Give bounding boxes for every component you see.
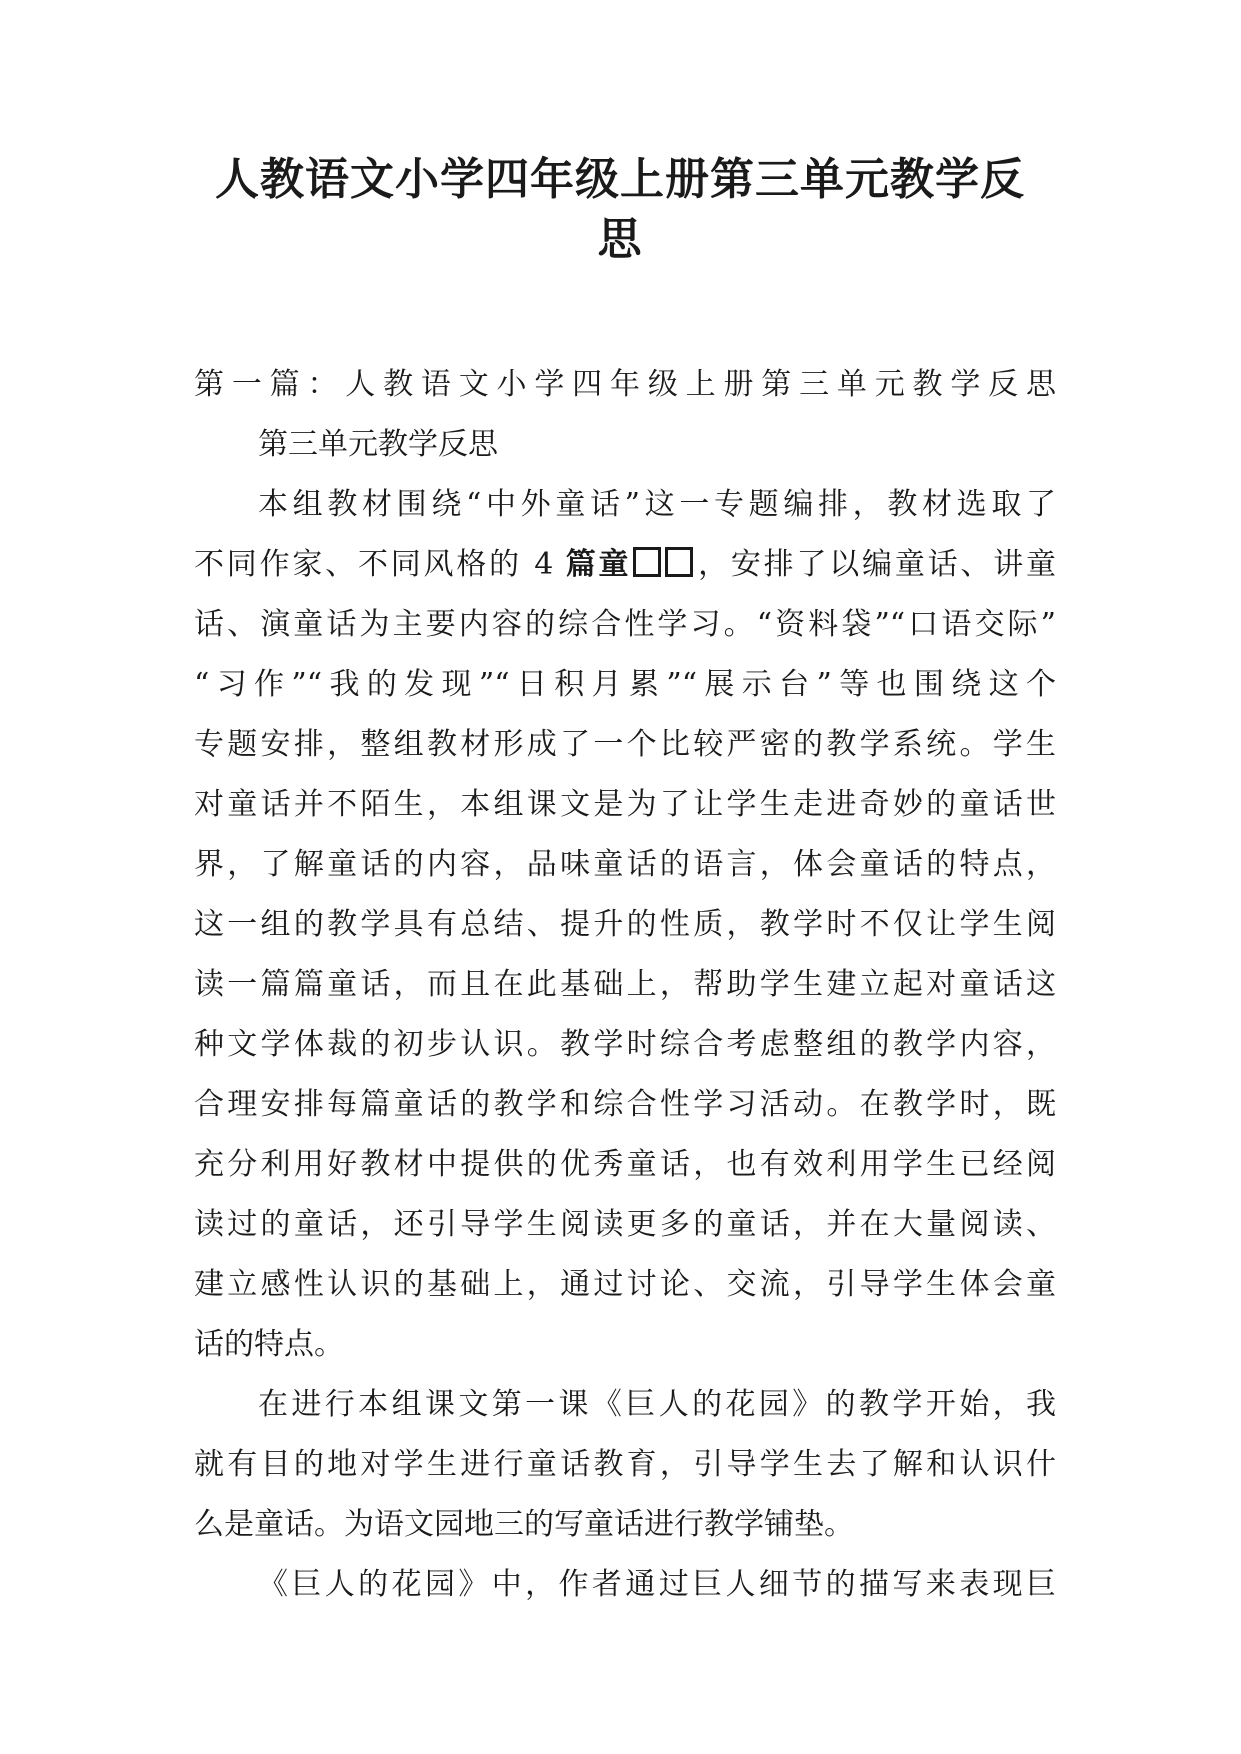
paragraph-line: 这一组的教学具有总结、提升的性质，教学时不仅让学生阅 xyxy=(194,907,1056,942)
paragraph-line: 在进行本组课文第一课《巨人的花园》的教学开始，我 xyxy=(258,1387,1056,1422)
paragraph-line: 合理安排每篇童话的教学和综合性学习活动。在教学时，既 xyxy=(194,1087,1056,1122)
title-line-1: 人教语文小学四年级上册第三单元教学反 xyxy=(215,154,1025,205)
section-heading: 第一篇：人教语文小学四年级上册第三单元教学反思 xyxy=(194,367,1056,402)
paragraph-line-with-glyph-gap xyxy=(194,535,1056,595)
paragraph-line: 本组教材围绕“中外童话”这一专题编排，教材选取了 xyxy=(258,487,1056,522)
paragraph-line: 读过的童话，还引导学生阅读更多的童话，并在大量阅读、 xyxy=(194,1207,1056,1242)
paragraph-line: 就有目的地对学生进行童话教育，引导学生去了解和认识什 xyxy=(194,1447,1056,1482)
paragraph-line: 话、演童话为主要内容的综合性学习。“资料袋”“口语交际” xyxy=(194,607,1056,642)
paragraph-line: 对童话并不陌生，本组课文是为了让学生走进奇妙的童话世 xyxy=(194,787,1056,822)
text-segment-bold: 篇童 xyxy=(565,547,632,582)
paragraph-line: 界，了解童话的内容，品味童话的语言，体会童话的特点， xyxy=(194,847,1056,882)
paragraph-line: 建立感性认识的基础上，通过讨论、交流，引导学生体会童 xyxy=(194,1267,1056,1302)
missing-glyph-box xyxy=(633,547,661,577)
paragraph-line: 充分利用好教材中提供的优秀童话，也有效利用学生已经阅 xyxy=(194,1147,1056,1182)
document-body xyxy=(194,355,1056,1615)
text-segment: ，安排了以编童话、讲童 xyxy=(695,547,1057,582)
paragraph-line: 种文学体裁的初步认识。教学时综合考虑整组的教学内容， xyxy=(194,1027,1056,1062)
paragraph-line: 话的特点。 xyxy=(194,1327,344,1362)
paragraph-line: 《巨人的花园》中，作者通过巨人细节的描写来表现巨 xyxy=(258,1567,1056,1602)
subheading: 第三单元教学反思 xyxy=(258,427,498,462)
title-line-2: 思 xyxy=(597,214,643,265)
paragraph-line: 专题安排，整组教材形成了一个比较严密的教学系统。学生 xyxy=(194,727,1056,762)
missing-glyph-box xyxy=(665,547,693,577)
text-segment: 不同作家、不同风格的 4 xyxy=(194,547,566,582)
document-title xyxy=(180,150,1060,270)
paragraph-line: 读一篇篇童话，而且在此基础上，帮助学生建立起对童话这 xyxy=(194,967,1056,1002)
paragraph-line: 么是童话。为语文园地三的写童话进行教学铺垫。 xyxy=(194,1507,854,1542)
paragraph-line: “习作”“我的发现”“日积月累”“展示台”等也围绕这个 xyxy=(194,667,1056,702)
